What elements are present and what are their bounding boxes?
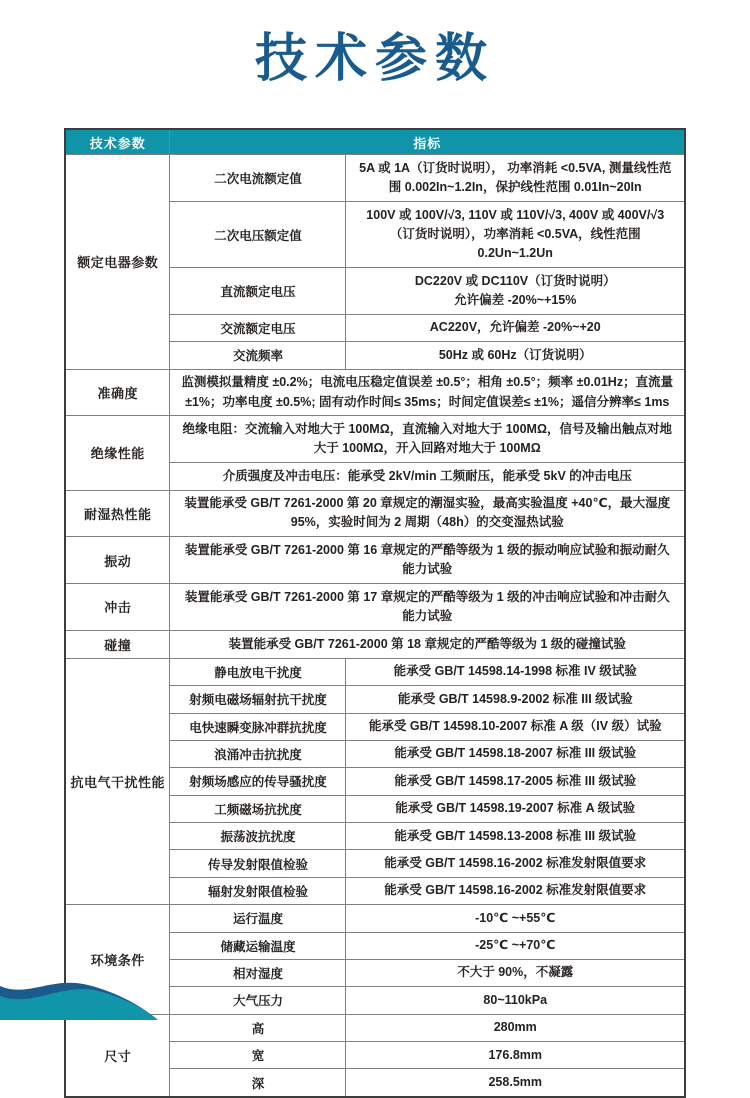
value-cell: 能承受 GB/T 14598.18-2007 标准 III 级试验 — [346, 740, 685, 767]
value-cell: 能承受 GB/T 14598.13-2008 标准 III 级试验 — [346, 823, 685, 850]
value-cell: 能承受 GB/T 14598.14-1998 标准 IV 级试验 — [346, 658, 685, 685]
table-row — [65, 537, 685, 584]
parameter-cell: 静电放电干扰度 — [170, 658, 346, 685]
value-cell: -10℃ ~+55℃ — [346, 905, 685, 932]
value-cell: 介质强度及冲击电压：能承受 2kV/min 工频耐压，能承受 5kV 的冲击电压 — [170, 463, 685, 490]
table-row — [65, 490, 685, 537]
table-row — [65, 416, 685, 463]
value-cell: 能承受 GB/T 14598.9-2002 标准 III 级试验 — [346, 686, 685, 713]
table-header-row — [65, 129, 685, 155]
value-cell: 不大于 90%，不凝露 — [346, 959, 685, 986]
category-cell: 额定电器参数 — [65, 155, 170, 369]
value-cell: 能承受 GB/T 14598.16-2002 标准发射限值要求 — [346, 850, 685, 877]
category-cell: 冲击 — [65, 584, 170, 631]
value-cell: 能承受 GB/T 14598.17-2005 标准 III 级试验 — [346, 768, 685, 795]
value-cell: 258.5mm — [346, 1069, 685, 1097]
parameter-cell: 射频场感应的传导骚扰度 — [170, 768, 346, 795]
table-row — [65, 584, 685, 631]
parameter-cell: 浪涌冲击抗扰度 — [170, 740, 346, 767]
table-row — [65, 658, 685, 685]
value-cell: 能承受 GB/T 14598.19-2007 标准 A 级试验 — [346, 795, 685, 822]
table-row — [65, 155, 685, 202]
parameter-cell: 振荡波抗扰度 — [170, 823, 346, 850]
value-cell: 能承受 GB/T 14598.16-2002 标准发射限值要求 — [346, 877, 685, 904]
value-cell: AC220V，允许偏差 -20%~+20 — [346, 314, 685, 341]
parameter-cell: 大气压力 — [170, 987, 346, 1014]
parameter-cell: 二次电流额定值 — [170, 155, 346, 202]
category-cell: 碰撞 — [65, 630, 170, 658]
parameter-cell: 电快速瞬变脉冲群抗扰度 — [170, 713, 346, 740]
value-cell: 50Hz 或 60Hz（订货说明） — [346, 342, 685, 369]
value-cell: 绝缘电阻：交流输入对地大于 100MΩ，直流输入对地大于 100MΩ，信号及输出触点对地大于 100MΩ，开入回路对地大于 100MΩ — [170, 416, 685, 463]
header-cell-param: 技术参数 — [65, 129, 170, 155]
category-cell: 振动 — [65, 537, 170, 584]
category-cell: 准确度 — [65, 369, 170, 416]
parameter-cell: 相对湿度 — [170, 959, 346, 986]
parameter-cell: 辐射发射限值检验 — [170, 877, 346, 904]
page-title: 技术参数 — [254, 30, 495, 88]
parameter-cell: 宽 — [170, 1042, 346, 1069]
value-cell: 能承受 GB/T 14598.10-2007 标准 A 级（IV 级）试验 — [346, 713, 685, 740]
value-cell: 装置能承受 GB/T 7261-2000 第 17 章规定的严酷等级为 1 级的冲击响应试验和冲击耐久能力试验 — [170, 584, 685, 631]
parameter-cell: 运行温度 — [170, 905, 346, 932]
parameter-cell: 交流额定电压 — [170, 314, 346, 341]
value-cell: 装置能承受 GB/T 7261-2000 第 18 章规定的严酷等级为 1 级的碰撞试验 — [170, 630, 685, 658]
value-cell: -25℃ ~+70℃ — [346, 932, 685, 959]
parameter-cell: 高 — [170, 1014, 346, 1041]
corner-wave-icon — [0, 978, 158, 1020]
value-cell: 装置能承受 GB/T 7261-2000 第 16 章规定的严酷等级为 1 级的振动响应试验和振动耐久能力试验 — [170, 537, 685, 584]
parameter-cell: 深 — [170, 1069, 346, 1097]
value-cell: 80~110kPa — [346, 987, 685, 1014]
table-row — [65, 905, 685, 932]
category-cell: 耐湿热性能 — [65, 490, 170, 537]
parameter-cell: 储藏运输温度 — [170, 932, 346, 959]
value-cell: 5A 或 1A（订货时说明）， 功率消耗 <0.5VA, 测量线性范围 0.002In~1.2In，保护线性范围 0.01In~20In — [346, 155, 685, 202]
parameter-cell: 射频电磁场辐射抗干扰度 — [170, 686, 346, 713]
table-row — [65, 369, 685, 416]
value-cell: 装置能承受 GB/T 7261-2000 第 20 章规定的潮湿实验，最高实验温度 +40℃，最大湿度 95%，实验时间为 2 周期（48h）的交变湿热试验 — [170, 490, 685, 537]
parameter-cell: 传导发射限值检验 — [170, 850, 346, 877]
spec-table-body — [65, 155, 685, 1097]
value-cell: DC220V 或 DC110V（订货时说明） 允许偏差 -20%~+15% — [346, 268, 685, 315]
parameter-cell: 交流频率 — [170, 342, 346, 369]
spec-table — [64, 128, 686, 1098]
value-cell: 176.8mm — [346, 1042, 685, 1069]
category-cell: 抗电气干扰性能 — [65, 658, 170, 904]
category-cell: 尺寸 — [65, 1014, 170, 1097]
table-row — [65, 630, 685, 658]
header-cell-value: 指标 — [170, 129, 685, 155]
value-cell: 100V 或 100V/√3, 110V 或 110V/√3, 400V 或 400V/√3（订货时说明），功率消耗 <0.5VA，线性范围 0.2Un~1.2Un — [346, 202, 685, 268]
parameter-cell: 直流额定电压 — [170, 268, 346, 315]
value-cell: 280mm — [346, 1014, 685, 1041]
value-cell: 监测模拟量精度 ±0.2%；电流电压稳定值误差 ±0.5°；相角 ±0.5°；频率 ±0.01Hz；直流量 ±1%；功率电度 ±0.5%; 固有动作时间≤ 35ms；时间定值误差≤ ±1%；遥信分辨率≤ 1ms — [170, 369, 685, 416]
category-cell: 绝缘性能 — [65, 416, 170, 490]
parameter-cell: 工频磁场抗扰度 — [170, 795, 346, 822]
category-cell: 环境条件 — [65, 905, 170, 1015]
parameter-cell: 二次电压额定值 — [170, 202, 346, 268]
